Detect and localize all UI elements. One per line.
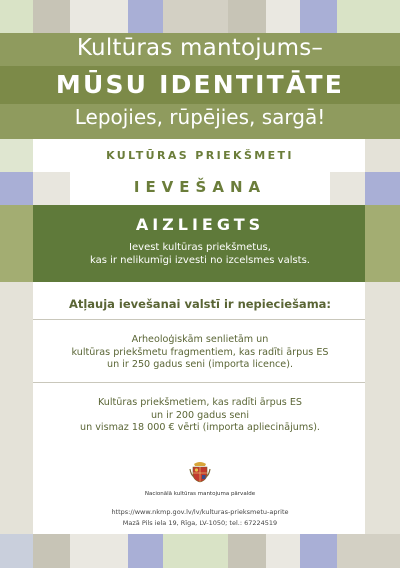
prohibited-text [0,241,400,267]
requirement-item-2 [0,397,400,435]
agency-name: Nacionālā kultūras mantojuma pārvalde [144,491,256,497]
header-line-2: MŪSU IDENTITĀTE [55,70,345,99]
prohibited-title: AIZLIEGTS [135,215,265,234]
subject-label: KULTŪRAS PRIEKŠMETI [106,149,294,162]
contact-address: Mazā Pils iela 19, Rīga, LV-1050; tel.: 67224519 [122,519,278,527]
divider [33,319,365,320]
requirement-item-1-line-3: un ir 250 gadus seni (importa licence). [106,359,294,370]
website-link[interactable]: https://www.nkmp.gov.lv/lv/kulturas-prieksmetu-aprite [111,508,289,516]
import-label: IEVEŠANA [133,178,267,196]
requirement-item-1-line-2: kultūras priekšmetu fragmentiem, kas radīti ārpus ES [71,346,329,358]
top-stripe-band [0,0,400,33]
prohibited-text-line-1: Ievest kultūras priekšmetus, [129,242,271,253]
coat-of-arms-icon [189,459,211,483]
requirement-item-2-line-2: un ir 200 gadus seni [150,409,250,421]
header-line-1: Kultūras mantojums– [76,35,324,61]
requirement-item-1 [0,334,400,372]
bottom-stripe-band [0,534,400,568]
divider [33,382,365,383]
requirements-title: Atļauja ievešanai valstī ir nepieciešama: [68,297,332,311]
header-slogan: Lepojies, rūpējies, sargā! [74,105,326,129]
requirement-item-2-line-3: un vismaz 18 000 € vērti (importa apliecinājums). [80,422,320,433]
requirement-item-2-line-1: Kultūras priekšmetiem, kas radīti ārpus ES [97,397,302,408]
requirement-item-1-line-1: Arheoloģiskām senlietām un [131,334,269,345]
prohibited-text-line-2: kas ir nelikumīgi izvesti no izcelsmes valsts. [89,255,310,266]
